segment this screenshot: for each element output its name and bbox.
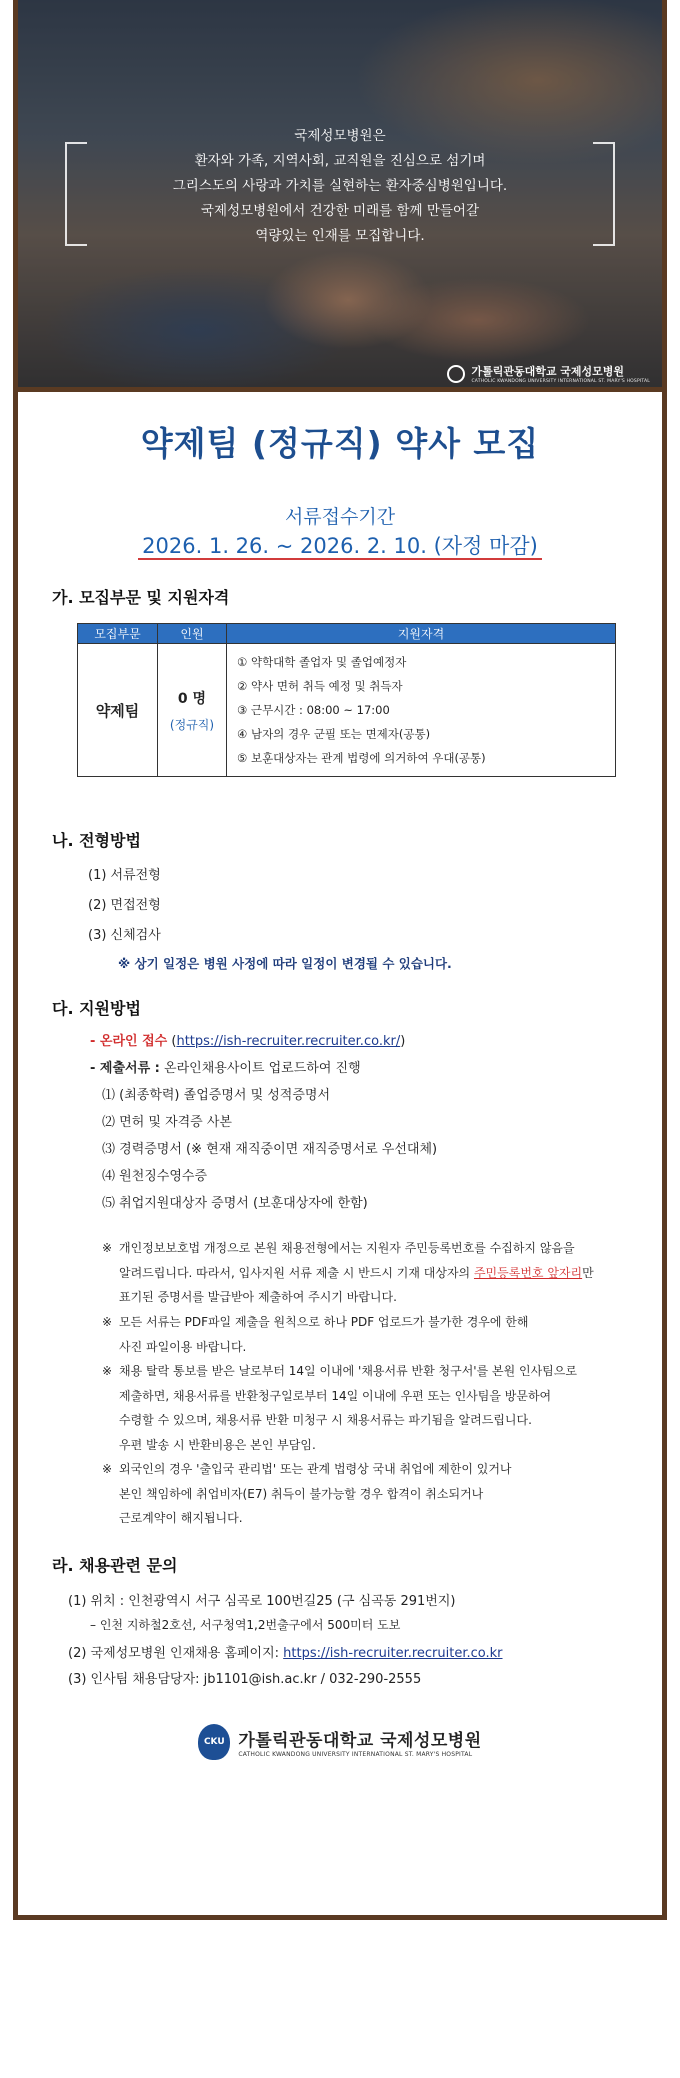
process-step: (1) 서류전형 [88, 868, 161, 883]
note-line: 근로계약이 해지됩니다. [119, 1511, 243, 1525]
note-line: 개인정보보호법 개정으로 본원 채용전형에서는 지원자 주민등록번호를 수집하지 않음을 [119, 1241, 575, 1255]
page-title: 약제팀 (정규직) 약사 모집 [140, 424, 540, 463]
recruit-table [77, 623, 616, 777]
qualification-item: ④ 남자의 경우 군필 또는 면제자(공통) [237, 727, 431, 741]
return-note [119, 1359, 577, 1457]
paren-close: ) [400, 1034, 406, 1049]
hospital-emblem-icon: CKU [198, 1724, 230, 1760]
section-heading-process: 나. 전형방법 [52, 831, 141, 850]
note-line: 외국인의 경우 '출입국 관리법' 또는 관계 법령상 국내 취업에 제한이 있거나 [119, 1462, 512, 1476]
footer-en: CATHOLIC KWANDONG UNIVERSITY INTERNATIONAL ST. MARY'S HOSPITAL [238, 1751, 473, 1758]
process-step: (3) 신체검사 [88, 928, 161, 943]
contact-location: (1) 위치 : 인천광역시 서구 심곡로 100번길25 (구 심곡동 291번지) [68, 1594, 456, 1609]
footer-logo [18, 1724, 662, 1760]
employment-type: (정규직) [169, 717, 215, 732]
process-note: ※ 상기 일정은 병원 사정에 따라 일정이 변경될 수 있습니다. [118, 956, 452, 971]
poster-frame [13, 0, 667, 1920]
note-line: 사진 파일이용 바랍니다. [119, 1339, 247, 1354]
hospital-emblem-icon [447, 365, 465, 383]
foreigner-note [119, 1457, 512, 1531]
hero-line: 역량있는 인재를 모집합니다. [255, 228, 425, 244]
note-text: 만 [582, 1265, 594, 1280]
doc-item: ⑷ 원천징수영수증 [102, 1169, 208, 1184]
table-header-row [78, 624, 616, 644]
note-mark: ※ [102, 1241, 113, 1255]
table-row [78, 644, 616, 777]
docs-label: - 제출서류 : [90, 1061, 160, 1076]
doc-item: ⑸ 취업지원대상자 증명서 (보훈대상자에 한함) [102, 1196, 368, 1211]
hero-line: 국제성모병원에서 건강한 미래를 함께 만들어갈 [201, 203, 479, 219]
qualification-item: ② 약사 면허 취득 예정 및 취득자 [237, 679, 403, 693]
hero-message [18, 124, 662, 249]
note-mark: ※ [102, 1462, 113, 1476]
paren-open: ( [171, 1034, 177, 1049]
docs-line [90, 1057, 361, 1076]
privacy-note [119, 1236, 594, 1310]
note-line: 모든 서류는 PDF파일 제출을 원칙으로 하나 PDF 업로드가 불가한 경우에 한해 [119, 1315, 529, 1329]
contact-web [68, 1642, 503, 1661]
qualification-item: ⑤ 보훈대상자는 관계 법령에 의거하여 우대(공통) [237, 751, 486, 765]
note-line: 수령할 수 있으며, 채용서류 반환 미청구 시 채용서류는 파기됨을 알려드립니다. [119, 1413, 532, 1427]
table-header: 인원 [158, 624, 227, 644]
hero-logo [447, 363, 650, 384]
table-header: 모집부문 [78, 624, 158, 644]
section-heading-contact: 라. 채용관련 문의 [52, 1556, 178, 1575]
id-number-highlight: 주민등록번호 앞자리 [473, 1265, 583, 1280]
hero-line: 환자와 가족, 지역사회, 교직원을 진심으로 섬기며 [194, 153, 486, 169]
hero-banner [18, 0, 662, 392]
docs-desc: 온라인채용사이트 업로드하여 진행 [164, 1061, 361, 1076]
note-text: 알려드립니다. 따라서, 입사지원 서류 제출 시 반드시 기재 대상자의 [119, 1265, 471, 1280]
count-cell [158, 644, 227, 777]
qualification-cell [227, 644, 616, 777]
qualification-item: ③ 근무시간 : 08:00 ~ 17:00 [237, 703, 390, 717]
contact-person: (3) 인사팀 채용담당자: jb1101@ish.ac.kr / 032-290-2555 [68, 1672, 422, 1687]
hero-line: 그리스도의 사랑과 가치를 실현하는 환자중심병원입니다. [172, 178, 508, 194]
period-label: 서류접수기간 [284, 506, 396, 528]
note-line: 제출하면, 채용서류를 반환청구일로부터 14일 이내에 우편 또는 인사팀을 방문하여 [119, 1388, 552, 1403]
pdf-note [119, 1310, 528, 1359]
section-heading-apply: 다. 지원방법 [52, 999, 141, 1018]
qualification-item: ① 약학대학 졸업자 및 졸업예정자 [237, 655, 407, 669]
hero-divider [18, 387, 662, 392]
doc-item: ⑴ (최종학력) 졸업증명서 및 성적증명서 [102, 1088, 331, 1103]
contact-location-sub: – 인천 지하철2호선, 서구청역1,2번출구에서 500미터 도보 [90, 1618, 401, 1632]
contact-web-label: (2) 국제성모병원 인재채용 홈페이지: [68, 1646, 280, 1661]
count-value: 0 명 [177, 690, 207, 707]
period-value: 2026. 1. 26. ~ 2026. 2. 10. (자정 마감) [138, 534, 542, 560]
contact-web-link[interactable]: https://ish-recruiter.recruiter.co.kr [283, 1646, 503, 1661]
dept-cell: 약제팀 [78, 644, 158, 777]
process-step: (2) 면접전형 [88, 898, 161, 913]
note-line: 채용 탈락 통보를 받은 날로부터 14일 이내에 '채용서류 반환 청구서'를 본원 인사팀으로 [119, 1364, 577, 1378]
application-period [18, 530, 662, 560]
note-line: 표기된 증명서를 발급받아 제출하여 주시기 바랍니다. [119, 1290, 397, 1304]
online-apply-label: - 온라인 접수 [90, 1034, 168, 1049]
table-header: 지원자격 [227, 624, 616, 644]
online-apply-line [90, 1030, 405, 1049]
note-mark: ※ [102, 1315, 113, 1329]
note-mark: ※ [102, 1364, 113, 1378]
hero-logo-sub: CATHOLIC KWANDONG UNIVERSITY INTERNATIONAL ST. MARY'S HOSPITAL [471, 379, 650, 384]
footer-name: 가톨릭관동대학교 국제성모병원 [238, 1731, 482, 1751]
note-line: 본인 책임하에 취업비자(E7) 취득이 불가능할 경우 합격이 취소되거나 [119, 1486, 484, 1501]
recruit-site-link[interactable]: https://ish-recruiter.recruiter.co.kr/ [176, 1034, 401, 1049]
doc-item: ⑶ 경력증명서 (※ 현재 재직중이면 재직증명서로 우선대체) [102, 1142, 438, 1157]
note-line [119, 1261, 594, 1286]
hero-logo-name: 가톨릭관동대학교 국제성모병원 [471, 365, 625, 378]
hero-line: 국제성모병원은 [294, 128, 386, 144]
doc-item: ⑵ 면허 및 자격증 사본 [102, 1115, 232, 1130]
section-heading-recruit: 가. 모집부문 및 지원자격 [52, 588, 230, 607]
note-line: 우편 발송 시 반환비용은 본인 부담임. [119, 1437, 316, 1452]
